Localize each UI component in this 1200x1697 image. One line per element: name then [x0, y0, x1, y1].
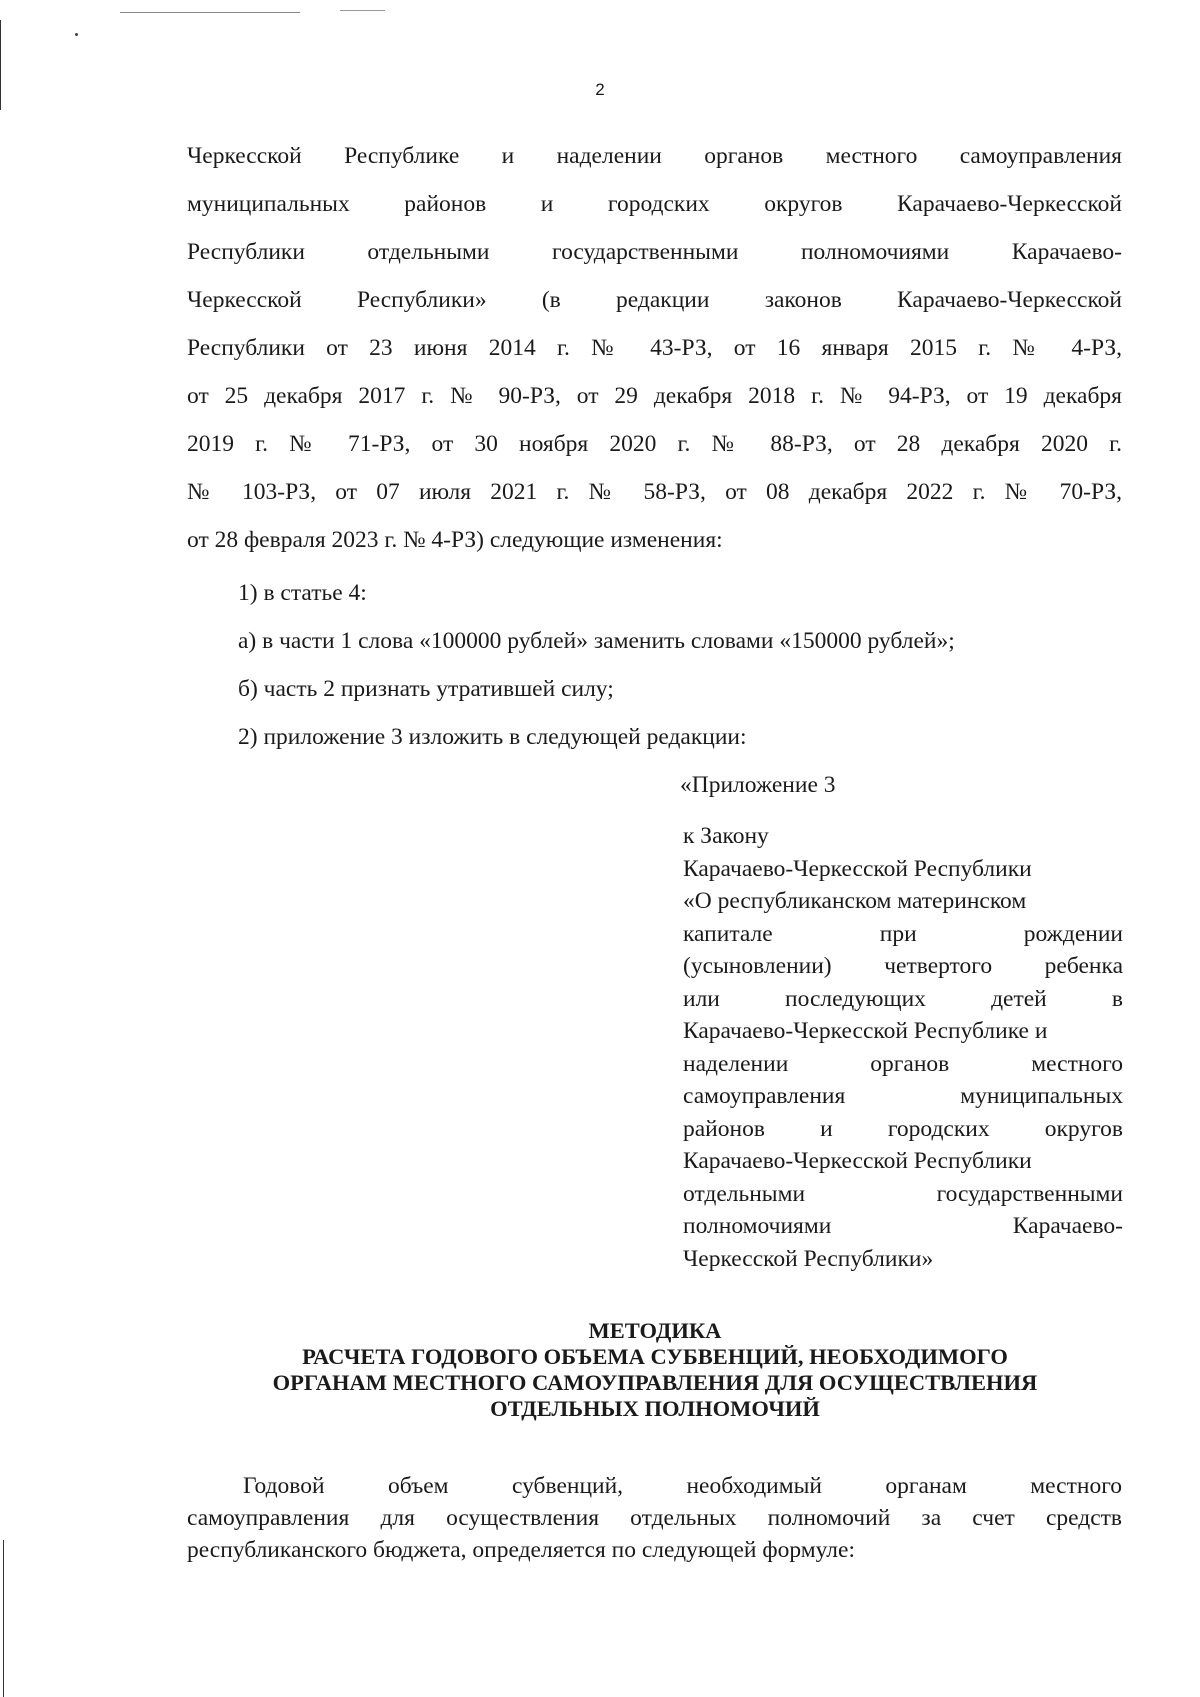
closing-line: Годовой объем субвенций, необходимый органам местного [243, 1473, 1122, 1499]
list-item-part-2: б) часть 2 признать утратившей силу; [238, 676, 614, 702]
closing-line: республиканского бюджета, определяется по следующей формуле: [187, 1537, 855, 1563]
appendix-line: наделении органов местного [683, 1050, 1123, 1077]
scan-edge-top-line-2 [340, 10, 385, 11]
body-line: Черкесской Республике и наделении органов местного самоуправления [187, 143, 1122, 169]
amendment-paragraph [187, 132, 1122, 564]
formula-intro-paragraph [187, 1470, 1122, 1566]
list-item-appendix-3: 2) приложение 3 изложить в следующей редакции: [238, 724, 747, 750]
body-line: от 25 декабря 2017 г. № 90-РЗ, от 29 декабря 2018 г. № 94-РЗ, от 19 декабря [187, 383, 1122, 409]
appendix-line: «О республиканском материнском [683, 888, 1027, 914]
closing-line: самоуправления для осуществления отдельных полномочий за счет средств [187, 1505, 1122, 1531]
appendix-title: «Приложение 3 [680, 772, 836, 798]
appendix-line: самоуправления муниципальных [683, 1083, 1123, 1109]
body-line: от 28 февраля 2023 г. № 4-РЗ) следующие изменения: [187, 527, 723, 553]
heading-line: ОТДЕЛЬНЫХ ПОЛНОМОЧИЙ [490, 1396, 820, 1421]
list-item-article-4: 1) в статье 4: [238, 580, 367, 606]
appendix-line: отдельными государственными [683, 1180, 1123, 1207]
body-line: Республики от 23 июня 2014 г. № 43-РЗ, от 16 января 2015 г. № 4-РЗ, [187, 335, 1122, 361]
scan-edge-top-line [120, 12, 300, 13]
appendix-line: Карачаево-Черкесской Республике и [683, 1018, 1048, 1044]
appendix-line: капитале при рождении [683, 920, 1123, 947]
appendix-line: районов и городских округов [683, 1115, 1123, 1142]
heading-line: РАСЧЕТА ГОДОВОГО ОБЪЕМА СУБВЕНЦИЙ, НЕОБХОДИМОГО [302, 1344, 1008, 1369]
page-number: 2 [595, 80, 605, 99]
appendix-reference [683, 820, 1123, 1275]
list-item-part-1: а) в части 1 слова «100000 рублей» заменить словами «150000 рублей»; [238, 628, 955, 654]
body-line: Черкесской Республики» (в редакции законов Карачаево-Черкесской [187, 287, 1122, 313]
appendix-line: Карачаево-Черкесской Республики [683, 1148, 1032, 1174]
appendix-line: (усыновлении) четвертого ребенка [683, 953, 1123, 979]
appendix-line: Карачаево-Черкесской Республики [683, 855, 1032, 882]
appendix-line: полномочиями Карачаево- [683, 1213, 1123, 1239]
scan-edge-left-line-2 [3, 1540, 4, 1697]
methodology-heading [190, 1318, 1120, 1422]
heading-line: ОРГАНАМ МЕСТНОГО САМОУПРАВЛЕНИЯ ДЛЯ ОСУЩЕСТВЛЕНИЯ [272, 1370, 1038, 1395]
body-line: муниципальных районов и городских округов Карачаево-Черкесской [187, 191, 1122, 217]
appendix-line: к Закону [683, 823, 769, 849]
appendix-line: Черкесской Республики» [683, 1245, 934, 1272]
body-line: Республики отдельными государственными полномочиями Карачаево- [187, 239, 1122, 265]
body-line: 2019 г. № 71-РЗ, от 30 ноября 2020 г. № 88-РЗ, от 28 декабря 2020 г. [187, 431, 1122, 457]
body-line: № 103-РЗ, от 07 июля 2021 г. № 58-РЗ, от 08 декабря 2022 г. № 70-РЗ, [187, 479, 1122, 505]
heading-line: МЕТОДИКА [588, 1318, 722, 1343]
scan-speck [75, 33, 78, 36]
appendix-line: или последующих детей в [683, 985, 1123, 1012]
